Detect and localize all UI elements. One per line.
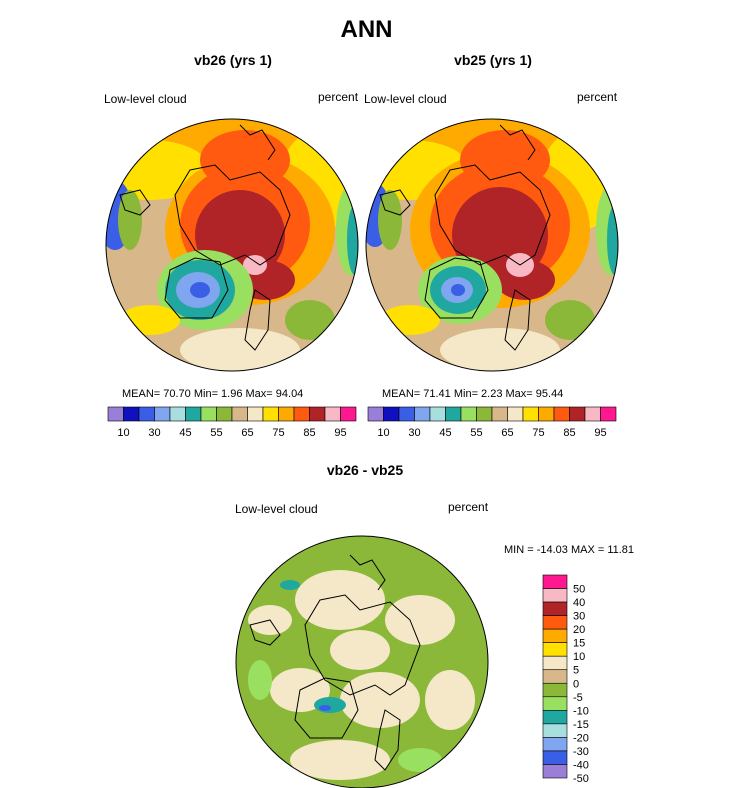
colorbar-vb26-swatch [310,407,326,421]
colorbar-difference-label: -20 [573,732,589,745]
colorbar-vb26-swatch [263,407,279,421]
colorbar-vb25-swatch [570,407,586,421]
colorbar-difference [543,575,589,785]
colorbar-vb25-swatch [399,407,415,421]
colorbar-vb25-label: 30 [408,427,421,439]
colorbar-vb26-swatch [186,407,202,421]
colorbar-difference-swatch [543,751,567,765]
map-vb25 [350,100,625,380]
colorbar-vb25-label: 10 [377,427,390,439]
colorbar-difference-swatch [543,656,567,670]
colorbar-vb26-label: 10 [117,427,130,439]
colorbar-vb25-swatch [446,407,462,421]
colorbar-vb25-swatch [554,407,570,421]
panel2-variable: Low-level cloud [364,92,447,106]
colorbar-vb25 [368,407,616,439]
colorbar-vb26-swatch [341,407,357,421]
colorbar-difference-label: 20 [573,624,586,637]
panel1-stats: MEAN= 70.70 Min= 1.96 Max= 94.04 [122,388,304,400]
colorbar-vb26-label: 75 [272,427,285,439]
colorbar-difference-label: 50 [573,583,586,596]
panel1-units: percent [318,90,359,104]
colorbar-difference-label: -15 [573,718,589,731]
colorbar-vb25-label: 75 [532,427,545,439]
colorbar-vb26-label: 85 [303,427,316,439]
colorbar-difference-swatch [543,670,567,684]
colorbar-difference-swatch [543,764,567,778]
colorbar-vb26-swatch [294,407,310,421]
colorbar-difference-swatch [543,710,567,724]
colorbar-difference-swatch [543,683,567,697]
map-vb26 [90,100,365,380]
colorbar-vb26-swatch [248,407,264,421]
colorbar-difference-swatch [543,697,567,711]
colorbar-vb25-swatch [539,407,555,421]
panel3-units: percent [448,500,489,514]
colorbar-difference-swatch [543,643,567,657]
colorbar-vb25-label: 65 [501,427,514,439]
colorbar-vb25-swatch [492,407,508,421]
colorbar-difference-label: -40 [573,759,589,772]
colorbar-difference-label: 0 [573,678,580,691]
panel3-title: vb26 - vb25 [326,462,404,478]
colorbar-difference-label: 5 [573,664,580,677]
colorbar-difference-swatch [543,589,567,603]
panel3-stats: MIN = -14.03 MAX = 11.81 [504,544,635,556]
colorbar-difference-label: -30 [573,745,589,758]
colorbar-vb26-swatch [201,407,217,421]
colorbar-vb25-swatch [415,407,431,421]
colorbar-vb25-label: 95 [594,427,607,439]
colorbar-vb26-label: 95 [334,427,347,439]
colorbar-vb26-swatch [170,407,186,421]
colorbar-difference-label: 30 [573,610,586,623]
colorbar-vb25-label: 85 [563,427,576,439]
panel1-variable: Low-level cloud [104,92,187,106]
panel2-units: percent [577,90,618,104]
panel2-stats: MEAN= 71.41 Min= 2.23 Max= 95.44 [382,388,564,400]
colorbar-vb25-swatch [368,407,384,421]
colorbar-difference-swatch [543,575,567,589]
colorbar-difference-label: -5 [573,691,583,704]
colorbar-vb26-swatch [279,407,295,421]
colorbar-difference-swatch [543,724,567,738]
colorbar-difference-label: -50 [573,773,589,785]
colorbar-vb26-label: 65 [241,427,254,439]
colorbar-vb26-swatch [325,407,341,421]
panel2-title: vb25 (yrs 1) [454,52,532,68]
colorbar-difference-swatch [543,616,567,630]
colorbar-difference-label: 15 [573,637,586,650]
panel3-variable: Low-level cloud [235,502,318,516]
colorbar-vb25-swatch [477,407,493,421]
colorbar-vb25-swatch [523,407,539,421]
colorbar-vb26-label: 55 [210,427,223,439]
colorbar-vb26-label: 30 [148,427,161,439]
page-title: ANN [340,16,393,43]
colorbar-vb26-swatch [232,407,248,421]
colorbar-vb25-swatch [430,407,446,421]
colorbar-vb26 [108,407,356,439]
colorbar-vb26-swatch [155,407,171,421]
colorbar-difference-label: -10 [573,705,589,718]
colorbar-vb25-label: 45 [439,427,452,439]
colorbar-vb26-label: 45 [179,427,192,439]
colorbar-difference-label: 10 [573,651,586,664]
colorbar-vb25-label: 55 [470,427,483,439]
colorbar-vb25-swatch [601,407,617,421]
colorbar-vb25-swatch [508,407,524,421]
colorbar-vb25-swatch [461,407,477,421]
map-difference [230,530,495,788]
colorbar-difference-swatch [543,602,567,616]
colorbar-vb26-swatch [124,407,140,421]
colorbar-difference-swatch [543,629,567,643]
colorbar-vb26-swatch [139,407,155,421]
colorbar-vb26-swatch [217,407,233,421]
panel1-title: vb26 (yrs 1) [194,52,272,68]
colorbar-vb25-swatch [384,407,400,421]
colorbar-difference-label: 40 [573,597,586,610]
colorbar-vb25-swatch [585,407,601,421]
colorbar-difference-swatch [543,737,567,751]
colorbar-vb26-swatch [108,407,124,421]
